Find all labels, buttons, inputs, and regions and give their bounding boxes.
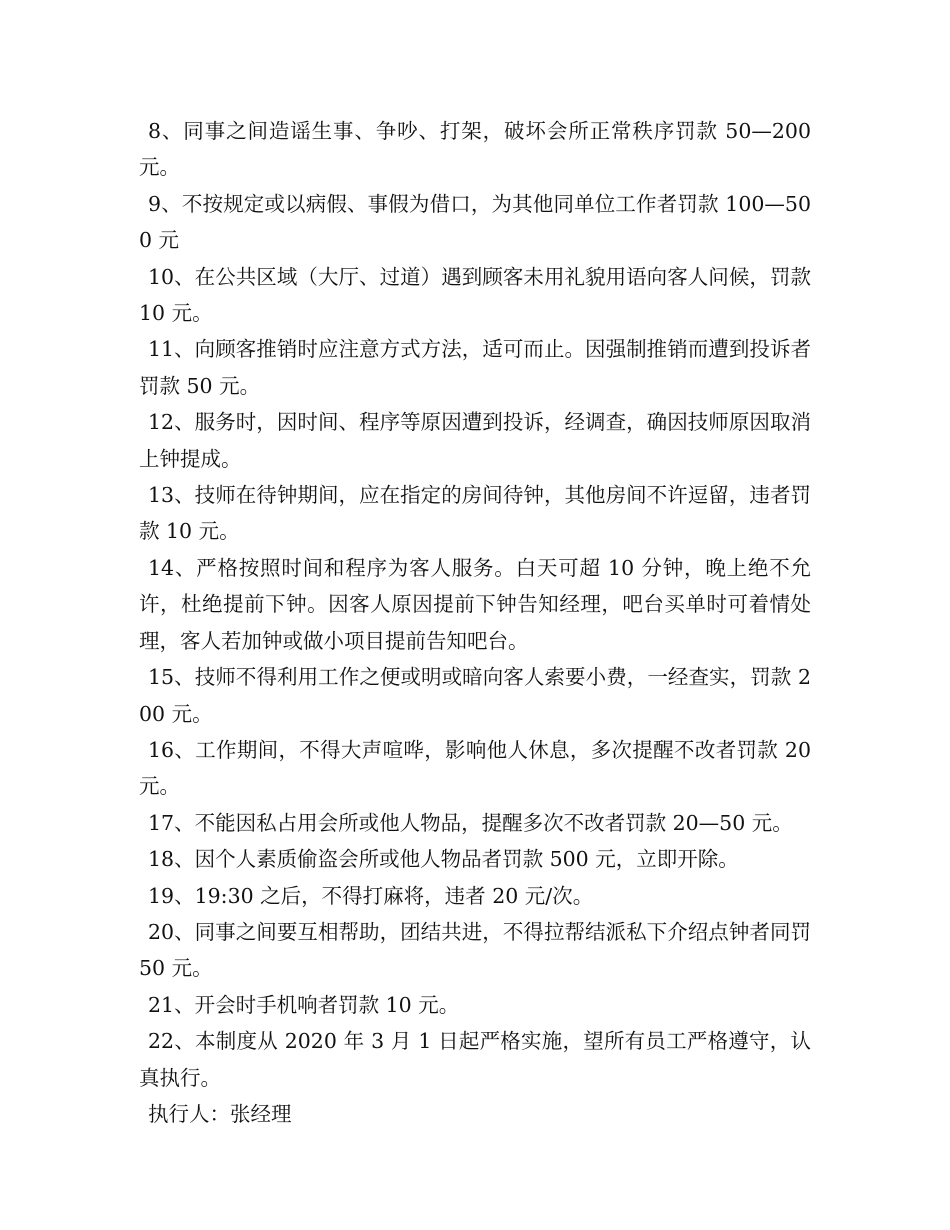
- rule-item: 18、因个人素质偷盗会所或他人物品者罚款 500 元，立即开除。: [148, 847, 739, 872]
- rule-item: 22、本制度从 2020 年 3 月 1 日起严格实施，望所有员工严格遵守，认真执行。: [139, 1029, 811, 1090]
- rule-item: 8、同事之间造谣生事、争吵、打架，破坏会所正常秩序罚款 50—200元。: [139, 119, 811, 180]
- rule-item: 20、同事之间要互相帮助，团结共进，不得拉帮结派私下介绍点钟者同罚 50 元。: [139, 919, 811, 981]
- rules-list: [139, 113, 811, 1132]
- rule-item: 19、19:30 之后，不得打麻将，违者 20 元/次。: [148, 883, 594, 908]
- rule-item: 11、向顾客推销时应注意方式方法，适可而止。因强制推销而遭到投诉者罚款 50 元。: [139, 337, 811, 398]
- rule-item: 12、服务时，因时间、程序等原因遭到投诉，经调查，确因技师原因取消上钟提成。: [139, 410, 811, 471]
- rule-item: 14、严格按照时间和程序为客人服务。白天可超 10 分钟，晚上绝不允许，杜绝提前下钟。因客人原因提前下钟告知经理，吧台买单时可着情处理，客人若加钟或做小项目提前告知吧台。: [139, 555, 811, 653]
- rule-item: 10、在公共区域（大厅、过道）遇到顾客未用礼貌用语向客人问候，罚款 10 元。: [139, 264, 811, 326]
- rule-item: 16、工作期间，不得大声喧哗，影响他人休息，多次提醒不改者罚款 20 元。: [139, 737, 811, 799]
- rule-item: 17、不能因私占用会所或他人物品，提醒多次不改者罚款 20—50 元。: [148, 810, 793, 835]
- rule-item: 21、开会时手机响者罚款 10 元。: [148, 992, 460, 1017]
- executor-line: 执行人：张经理: [148, 1101, 292, 1126]
- rule-item: 13、技师在待钟期间，应在指定的房间待钟，其他房间不许逗留，违者罚款 10 元。: [139, 483, 811, 544]
- rule-item: 15、技师不得利用工作之便或明或暗向客人索要小费，一经查实，罚款 200 元。: [139, 665, 811, 726]
- rule-item: 9、不按规定或以病假、事假为借口，为其他同单位工作者罚款 100—500 元: [139, 191, 811, 253]
